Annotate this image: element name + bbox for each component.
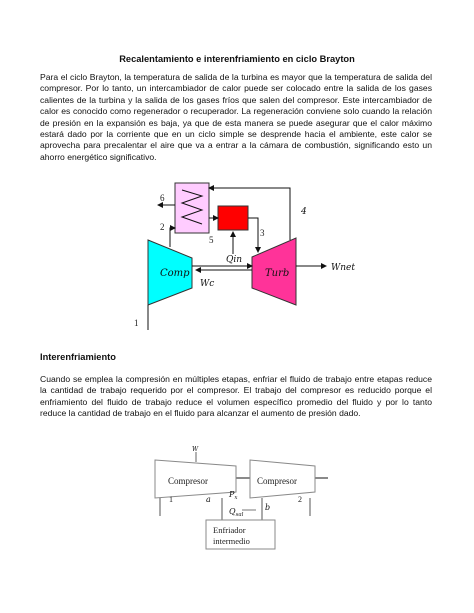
state-6-label: 6 (160, 193, 165, 203)
state-1b-label: 1 (169, 495, 173, 504)
wnet-label: Wnet (331, 263, 355, 273)
page-title: Recalentamiento e interenfriamiento en ciclo Brayton (119, 54, 355, 64)
brayton-regenerator-diagram (134, 183, 355, 330)
state-1-label: 1 (134, 318, 139, 328)
section-heading-interenfriamiento: Interenfriamiento (40, 352, 116, 362)
state-3-label: 3 (260, 228, 265, 238)
state-5-label: 5 (209, 235, 214, 245)
regenerator-shape (175, 183, 209, 233)
paragraph-regeneration: Para el ciclo Brayton, la temperatura de salida de la turbina es mayor que la temperatura de salida del compresor. Por lo tanto, un intercambiador de calor puede ser colocado entre la salida de los gases calientes de la turbina y la salida de los gases fríos que salen del compresor. Este intercambiador de calor es conocido como regenerador o recuperador. La regeneración conviene solo cuando la relación de presión en la expansión es baja, ya que de esta manera se puede asegurar que el calor máximo estará dado por la corriente que en un ciclo simple se desprende hacia el ambiente, este calor se aprovecha para precalentar el aire que va a entrar a la cámara de combustión, significando esto un ahorro energético significativo. (40, 72, 432, 162)
compressor-label: Comp (160, 268, 190, 279)
wc-label: Wc (200, 279, 215, 289)
intercooler-label-line2: intermedio (213, 536, 250, 546)
state-b-label: b (265, 503, 271, 512)
state-2-label: 2 (160, 222, 165, 232)
px-label: $P_x$ (229, 490, 238, 501)
qin-label: Qin (226, 255, 243, 265)
state-4-label: 4 (301, 207, 307, 217)
turbine-label: Turb (265, 268, 290, 279)
state-2b-label: 2 (298, 495, 302, 504)
state-a-label: a (206, 495, 211, 504)
work-label: W (192, 446, 199, 453)
compressor-right-label: Compresor (257, 476, 297, 486)
intercooler-diagram (155, 446, 328, 549)
qout-label: $Q_{sal}$ (229, 507, 244, 518)
paragraph-intercooling: Cuando se emplea la compresión en múltiples etapas, enfriar el fluido de trabajo entre etapas reduce la cantidad de trabajo requerido por el compresor. El trabajo del compresor es reducido porque el enfriamiento del fluido de trabajo reduce el volumen específico promedio del fluido y por lo tanto reduce la cantidad de trabajo en el fluido para alcanzar el aumento de presión dado. (40, 374, 432, 419)
intercooler-label-line1: Enfriador (213, 525, 246, 535)
flow-2-line (170, 228, 175, 247)
flow-3-line (248, 218, 258, 252)
compressor-left-label: Compresor (168, 476, 208, 486)
combustion-chamber-shape (218, 206, 248, 230)
